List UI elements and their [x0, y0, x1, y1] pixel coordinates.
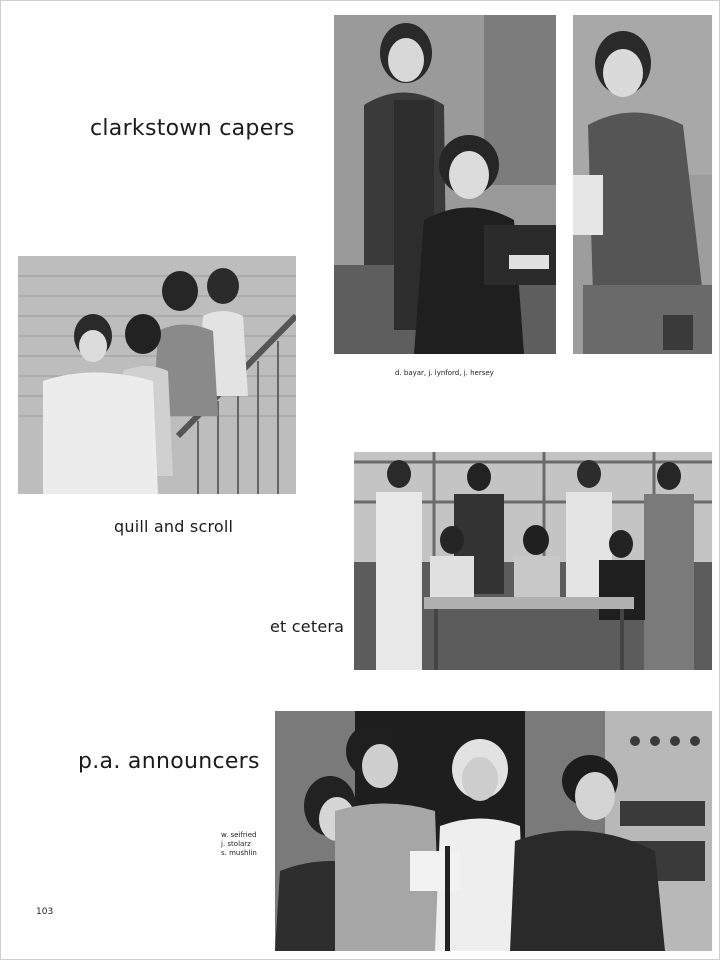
caption-name: s. mushlin	[221, 849, 257, 857]
heading-quill-and-scroll: quill and scroll	[114, 517, 234, 536]
caption-name: j. stolarz	[221, 840, 251, 848]
caption-name: w. seifried	[221, 831, 257, 839]
photo-table-group	[354, 452, 712, 670]
photo-pa-announcers	[275, 711, 712, 951]
caption-typing-photo: d. bayar, j. lynford, j. hersey	[395, 369, 494, 377]
photo-stairwell-group	[18, 256, 296, 494]
page-number: 103	[36, 907, 54, 917]
heading-clarkstown-capers: clarkstown capers	[90, 116, 295, 141]
photo-boy-at-desk	[573, 15, 712, 354]
heading-pa-announcers: p.a. announcers	[78, 749, 260, 774]
caption-announcers-names	[221, 831, 257, 858]
photo-typing-students	[334, 15, 556, 354]
heading-et-cetera: et cetera	[270, 617, 345, 636]
